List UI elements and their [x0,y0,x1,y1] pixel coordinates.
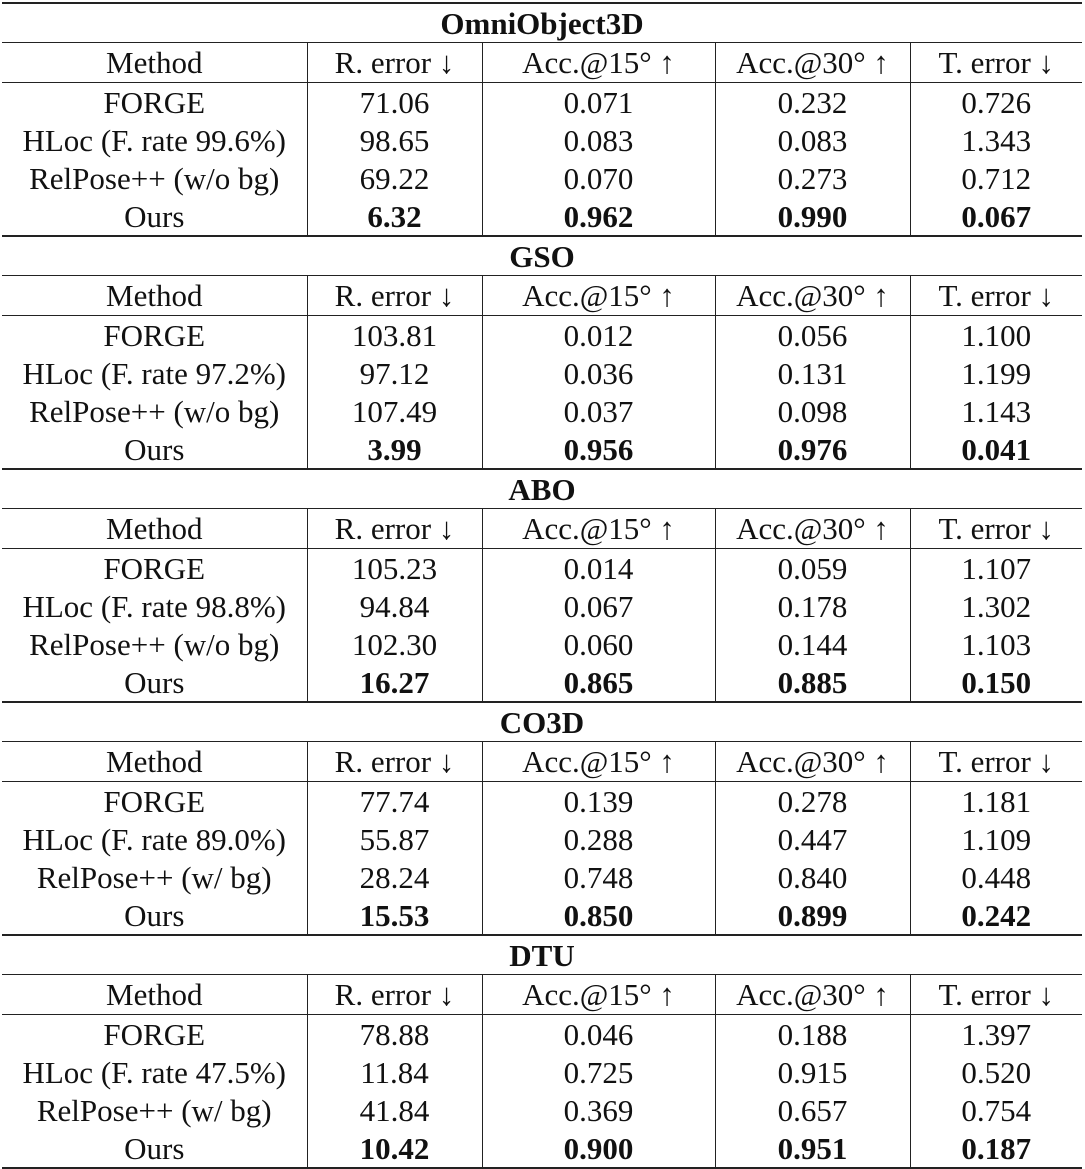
value-cell: 0.041 [910,430,1082,469]
value-cell: 1.100 [910,316,1082,355]
value-cell: 15.53 [307,896,482,935]
value-cell: 71.06 [307,83,482,122]
method-cell: FORGE [103,1016,206,1052]
results-table [2,2,1082,1169]
section-title: CO3D [2,702,1082,742]
column-header: R. error ↓ [307,43,482,83]
column-header: Acc.@15° ↑ [482,43,715,83]
method-cell: Ours [2,197,307,236]
table-row [2,896,1082,935]
table-row [2,83,1082,122]
column-header: Acc.@30° ↑ [715,975,910,1015]
section-title-row-gso [2,236,1082,276]
method-cell: Ours [2,663,307,702]
column-header-row [2,276,1082,316]
value-cell: 0.840 [715,858,910,896]
table-row [2,392,1082,430]
value-cell: 0.037 [482,392,715,430]
value-cell: 1.343 [910,121,1082,159]
column-header-row [2,509,1082,549]
column-header: T. error ↓ [910,742,1082,782]
column-header: T. error ↓ [910,276,1082,316]
method-cell: Ours [2,1129,307,1168]
table-row [2,549,1082,588]
value-cell: 105.23 [307,549,482,588]
value-cell: 0.036 [482,354,715,392]
section-title-row-dtu [2,935,1082,975]
table-row [2,587,1082,625]
value-cell: 0.012 [482,316,715,355]
value-cell: 0.273 [715,159,910,197]
column-header: Acc.@30° ↑ [715,276,910,316]
method-cell: HLoc (F. rate 89.0%) [22,821,286,857]
section-title: DTU [2,935,1082,975]
value-cell: 107.49 [307,392,482,430]
column-header: Method [2,742,307,782]
table-row [2,197,1082,236]
value-cell: 1.107 [910,549,1082,588]
results-table-body [2,3,1082,1168]
value-cell: 0.060 [482,625,715,663]
value-cell: 0.520 [910,1053,1082,1091]
value-cell: 1.143 [910,392,1082,430]
value-cell: 94.84 [307,587,482,625]
value-cell: 0.232 [715,83,910,122]
method-cell: RelPose++ (w/o bg) [29,393,280,429]
value-cell: 1.109 [910,820,1082,858]
column-header: R. error ↓ [307,742,482,782]
value-cell: 1.181 [910,782,1082,821]
column-header: Acc.@15° ↑ [482,509,715,549]
value-cell: 3.99 [307,430,482,469]
value-cell: 1.199 [910,354,1082,392]
table-row [2,430,1082,469]
column-header: Method [2,509,307,549]
value-cell: 0.046 [482,1015,715,1054]
value-cell: 97.12 [307,354,482,392]
value-cell: 16.27 [307,663,482,702]
method-cell: HLoc (F. rate 97.2%) [22,355,286,391]
method-cell: RelPose++ (w/ bg) [36,859,272,895]
value-cell: 0.187 [910,1129,1082,1168]
column-header: Acc.@30° ↑ [715,742,910,782]
results-table-container [2,2,1082,1169]
table-row [2,625,1082,663]
value-cell: 98.65 [307,121,482,159]
table-row [2,858,1082,896]
value-cell: 55.87 [307,820,482,858]
value-cell: 0.447 [715,820,910,858]
column-header: Acc.@30° ↑ [715,43,910,83]
column-header: T. error ↓ [910,43,1082,83]
value-cell: 0.748 [482,858,715,896]
value-cell: 0.067 [482,587,715,625]
value-cell: 0.178 [715,587,910,625]
column-header: Method [2,975,307,1015]
table-row [2,1129,1082,1168]
section-title: ABO [2,469,1082,509]
section-title-row-co3d [2,702,1082,742]
value-cell: 0.885 [715,663,910,702]
column-header: R. error ↓ [307,975,482,1015]
section-title-row-omniobject3d [2,3,1082,43]
value-cell: 0.150 [910,663,1082,702]
value-cell: 0.014 [482,549,715,588]
column-header: Method [2,43,307,83]
method-cell: FORGE [103,550,206,586]
column-header: Acc.@15° ↑ [482,742,715,782]
method-cell: RelPose++ (w/o bg) [29,160,280,196]
method-cell: HLoc (F. rate 47.5%) [22,1054,286,1090]
value-cell: 0.956 [482,430,715,469]
column-header-row [2,975,1082,1015]
value-cell: 69.22 [307,159,482,197]
value-cell: 77.74 [307,782,482,821]
method-cell: HLoc (F. rate 99.6%) [22,122,286,158]
method-cell: FORGE [103,84,206,120]
value-cell: 0.962 [482,197,715,236]
value-cell: 0.098 [715,392,910,430]
column-header: Acc.@15° ↑ [482,276,715,316]
value-cell: 0.131 [715,354,910,392]
value-cell: 0.976 [715,430,910,469]
column-header: T. error ↓ [910,509,1082,549]
section-title: GSO [2,236,1082,276]
column-header: R. error ↓ [307,276,482,316]
value-cell: 0.725 [482,1053,715,1091]
method-cell: FORGE [103,317,206,353]
table-row [2,316,1082,355]
table-row [2,121,1082,159]
table-row [2,820,1082,858]
value-cell: 0.288 [482,820,715,858]
value-cell: 0.083 [715,121,910,159]
value-cell: 103.81 [307,316,482,355]
value-cell: 0.242 [910,896,1082,935]
column-header: T. error ↓ [910,975,1082,1015]
value-cell: 0.899 [715,896,910,935]
column-header: R. error ↓ [307,509,482,549]
value-cell: 0.657 [715,1091,910,1129]
value-cell: 0.059 [715,549,910,588]
column-header: Method [2,276,307,316]
table-row [2,782,1082,821]
value-cell: 0.071 [482,83,715,122]
value-cell: 0.083 [482,121,715,159]
value-cell: 0.915 [715,1053,910,1091]
value-cell: 0.865 [482,663,715,702]
value-cell: 0.056 [715,316,910,355]
value-cell: 0.144 [715,625,910,663]
value-cell: 0.369 [482,1091,715,1129]
method-cell: RelPose++ (w/o bg) [29,626,280,662]
table-row [2,1091,1082,1129]
value-cell: 41.84 [307,1091,482,1129]
value-cell: 0.754 [910,1091,1082,1129]
table-row [2,663,1082,702]
value-cell: 78.88 [307,1015,482,1054]
column-header-row [2,742,1082,782]
table-row [2,1015,1082,1054]
value-cell: 0.278 [715,782,910,821]
value-cell: 0.188 [715,1015,910,1054]
value-cell: 11.84 [307,1053,482,1091]
table-row [2,1053,1082,1091]
value-cell: 1.397 [910,1015,1082,1054]
value-cell: 0.712 [910,159,1082,197]
value-cell: 0.139 [482,782,715,821]
value-cell: 0.448 [910,858,1082,896]
method-cell: RelPose++ (w/ bg) [36,1092,272,1128]
section-title-row-abo [2,469,1082,509]
column-header-row [2,43,1082,83]
column-header: Acc.@15° ↑ [482,975,715,1015]
value-cell: 102.30 [307,625,482,663]
column-header: Acc.@30° ↑ [715,509,910,549]
value-cell: 0.900 [482,1129,715,1168]
table-row [2,159,1082,197]
value-cell: 0.990 [715,197,910,236]
method-cell: Ours [2,430,307,469]
table-row [2,354,1082,392]
method-cell: HLoc (F. rate 98.8%) [22,588,286,624]
method-cell: FORGE [103,783,206,819]
value-cell: 28.24 [307,858,482,896]
value-cell: 1.302 [910,587,1082,625]
value-cell: 0.850 [482,896,715,935]
value-cell: 1.103 [910,625,1082,663]
value-cell: 0.951 [715,1129,910,1168]
section-title: OmniObject3D [2,3,1082,43]
value-cell: 10.42 [307,1129,482,1168]
value-cell: 0.067 [910,197,1082,236]
value-cell: 6.32 [307,197,482,236]
method-cell: Ours [2,896,307,935]
value-cell: 0.726 [910,83,1082,122]
value-cell: 0.070 [482,159,715,197]
